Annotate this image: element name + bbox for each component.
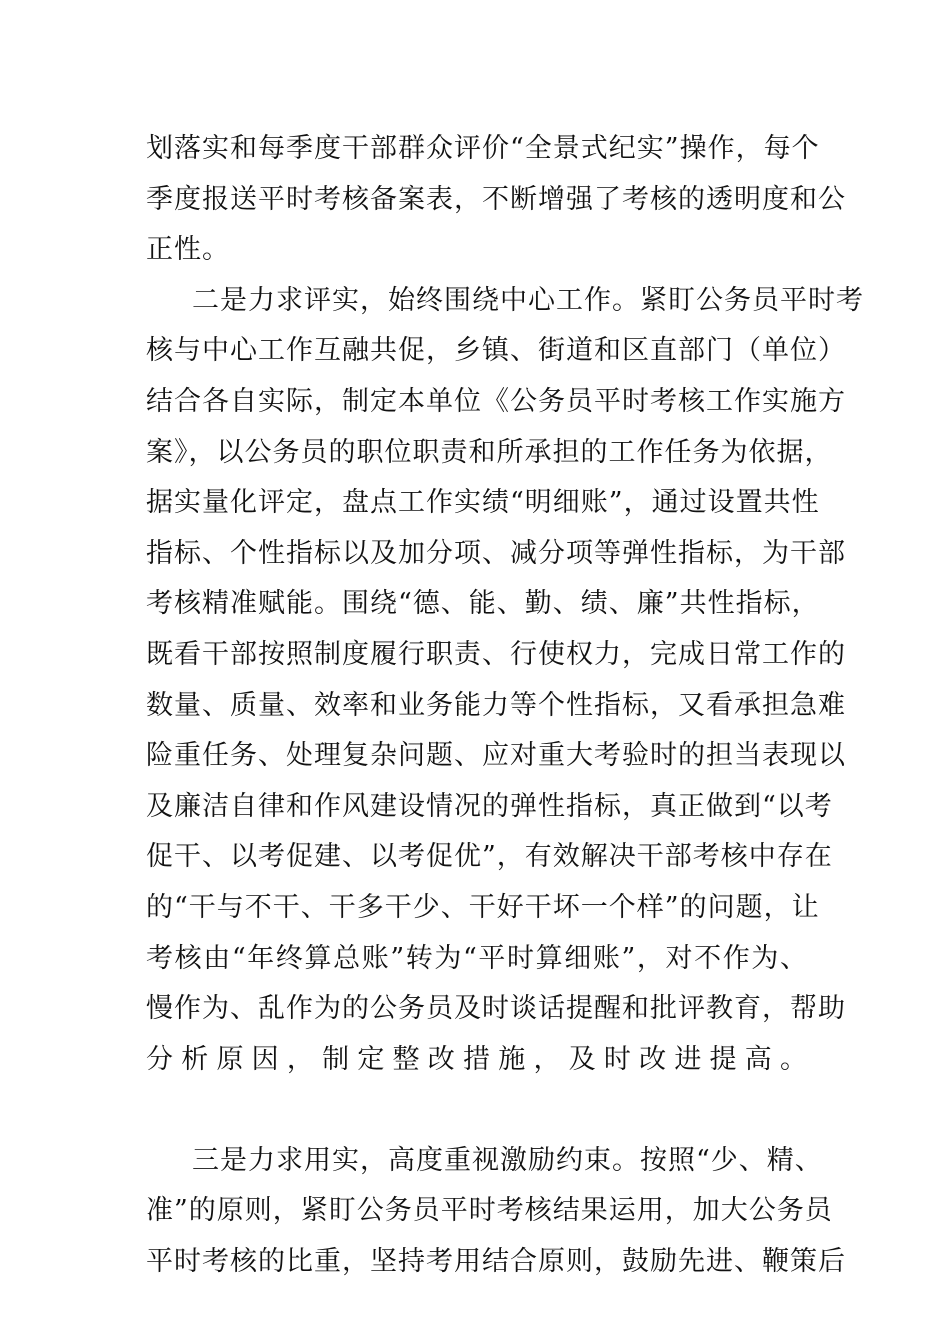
paragraph-line: 正性。	[146, 234, 230, 266]
paragraph-1	[146, 124, 846, 276]
body-text	[146, 124, 864, 1288]
paragraph-line: 核与中心工作互融共促，乡镇、街道和区直部门（单位）	[146, 335, 846, 367]
paragraph-line: 案》，以公务员的职位职责和所承担的工作任务为依据，	[146, 436, 833, 468]
paragraph-line: 既看干部按照制度履行职责、行使权力，完成日常工作的	[146, 638, 846, 670]
paragraph-line: 的“干与不干、干多干少、干好干坏一个样”的问题，让	[146, 891, 820, 923]
paragraph-line: 慢作为、乱作为的公务员及时谈话提醒和批评教育，帮助	[146, 993, 846, 1025]
paragraph-line: 平时考核的比重，坚持考用结合原则，鼓励先进、鞭策后	[146, 1246, 846, 1278]
paragraph-2	[146, 276, 864, 1136]
paragraph-line	[146, 1085, 808, 1136]
paragraph-line: 结合各自实际，制定本单位《公务员平时考核工作实施方	[146, 385, 846, 417]
paragraph-3	[146, 1136, 846, 1288]
paragraph-line: 三是力求用实，高度重视激励约束。按照“少、精、	[192, 1144, 823, 1176]
paragraph-line: 指标、个性指标以及加分项、减分项等弹性指标，为干部	[146, 537, 846, 569]
paragraph-line: 数量、质量、效率和业务能力等个性指标，又看承担急难	[146, 689, 846, 721]
paragraph-line: 准”的原则，紧盯公务员平时考核结果运用，加大公务员	[146, 1195, 833, 1227]
paragraph-line: 季度报送平时考核备案表，不断增强了考核的透明度和公	[146, 183, 846, 215]
paragraph-line: 据实量化评定，盘点工作实绩“明细账”，通过设置共性	[146, 487, 820, 519]
paragraph-line: 考核由“年终算总账”转为“平时算细账”，对不作为、	[146, 942, 808, 974]
paragraph-line: 险重任务、处理复杂问题、应对重大考验时的担当表现以	[146, 740, 846, 772]
paragraph-line: 二是力求评实，始终围绕中心工作。紧盯公务员平时考	[192, 284, 864, 316]
paragraph-line: 考核精准赋能。围绕“德、能、勤、绩、廉”共性指标，	[146, 588, 820, 620]
paragraph-line: 划落实和每季度干部群众评价“全景式纪实”操作，每个	[146, 133, 820, 164]
paragraph-line: 促干、以考促建、以考促优”，有效解决干部考核中存在	[146, 841, 833, 873]
paragraph-line: 及廉洁自律和作风建设情况的弹性指标，真正做到“以考	[146, 790, 833, 822]
paragraph-line: 分析原因，制定整改措施，及时改进提高。	[146, 1043, 808, 1075]
